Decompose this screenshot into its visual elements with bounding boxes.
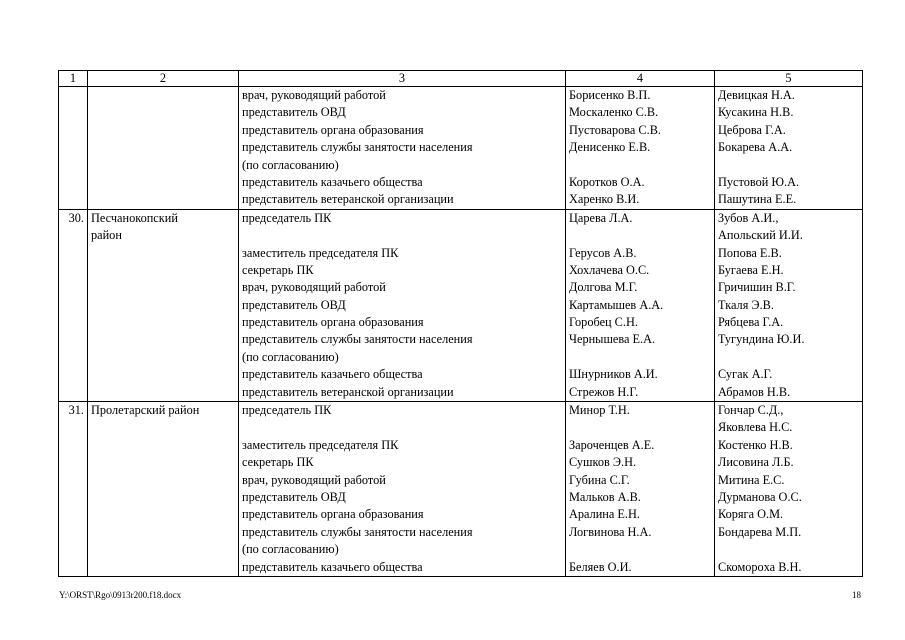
role-line: представитель ОВД — [242, 105, 346, 120]
header-col-5: 5 — [715, 71, 863, 87]
member-line — [569, 541, 714, 558]
reserve-line: Апольский И.И. — [718, 228, 803, 243]
reserve-line — [718, 541, 862, 558]
header-col-4: 4 — [566, 71, 715, 87]
role-line: врач, руководящий работой — [242, 280, 386, 295]
role-line: представитель службы занятости населения — [242, 524, 473, 539]
role-line: заместитель председателя ПК — [242, 437, 399, 452]
reserve-line: Бондарева М.П. — [718, 524, 802, 539]
reserve-line: Лисовина Л.Б. — [718, 455, 794, 470]
reserve-line: Цеброва Г.А. — [718, 122, 786, 137]
member-line: Стрежов Н.Г. — [569, 384, 639, 399]
reserves-cell — [715, 87, 863, 210]
reserve-line: Гончар С.Д., — [718, 403, 784, 418]
role-line: представитель казачьего общества — [242, 559, 423, 574]
role-line: секретарь ПК — [242, 455, 314, 470]
reserve-line: Тугундина Ю.И. — [718, 332, 805, 347]
reserve-line — [718, 349, 862, 366]
district-cell — [88, 402, 239, 577]
role-line: представитель ветеранской организации — [242, 192, 454, 207]
member-line — [569, 419, 714, 436]
member-line: Коротков О.А. — [569, 174, 645, 189]
role-line — [242, 227, 565, 244]
reserve-line: Сугак А.Г. — [718, 367, 773, 382]
role-line: представитель ветеранской организации — [242, 384, 454, 399]
header-col-1: 1 — [59, 71, 88, 87]
member-line: Мальков А.В. — [569, 489, 641, 504]
reserve-line: Зубов А.И., — [718, 210, 779, 225]
role-line: (по согласованию) — [242, 157, 339, 172]
row-number: 30. — [59, 209, 88, 401]
district-line: район — [91, 228, 122, 243]
roles-cell — [239, 87, 566, 210]
header-row — [59, 71, 863, 87]
reserve-line: Яковлева Н.С. — [718, 420, 793, 435]
member-line — [569, 227, 714, 244]
reserves-cell — [715, 402, 863, 577]
reserve-line: Дурманова О.С. — [718, 489, 802, 504]
member-line: Герусов А.В. — [569, 245, 637, 260]
member-line: Москаленко С.В. — [569, 105, 659, 120]
reserve-line: Девицкая Н.А. — [718, 88, 795, 102]
role-line: секретарь ПК — [242, 262, 314, 277]
reserves-cell — [715, 209, 863, 401]
reserve-line: Гричишин В.Г. — [718, 280, 796, 295]
reserve-line: Ткаля Э.В. — [718, 297, 774, 312]
member-line: Беляев О.И. — [569, 559, 632, 574]
member-line: Минор Т.Н. — [569, 403, 630, 418]
commissions-table — [58, 70, 863, 577]
member-line: Денисенко Е.В. — [569, 140, 651, 155]
member-line: Хохлачева О.С. — [569, 262, 650, 277]
members-cell — [566, 402, 715, 577]
role-line: представитель органа образования — [242, 315, 424, 330]
role-line: представитель ОВД — [242, 489, 346, 504]
row-number — [59, 87, 88, 210]
member-line: Пустоварова С.В. — [569, 122, 661, 137]
member-line: Логвинова Н.А. — [569, 524, 652, 539]
role-line: (по согласованию) — [242, 542, 339, 557]
member-line: Губина С.Г. — [569, 472, 630, 487]
role-line: представитель службы занятости населения — [242, 140, 473, 155]
row-number: 31. — [59, 402, 88, 577]
role-line: врач, руководящий работой — [242, 472, 386, 487]
reserve-line: Абрамов Н.В. — [718, 384, 791, 399]
table-row — [59, 87, 863, 210]
members-cell — [566, 87, 715, 210]
role-line: заместитель председателя ПК — [242, 245, 399, 260]
role-line — [242, 419, 565, 436]
district-line: Пролетарский район — [91, 403, 200, 418]
page-number: 18 — [852, 590, 861, 600]
roles-cell — [239, 402, 566, 577]
district-cell — [88, 209, 239, 401]
district-line: Песчанокопский — [91, 210, 178, 225]
member-line: Картамышев А.А. — [569, 297, 664, 312]
reserve-line: Кусакина Н.В. — [718, 105, 794, 120]
role-line: председатель ПК — [242, 403, 332, 418]
header-col-2: 2 — [88, 71, 239, 87]
role-line: представитель ОВД — [242, 297, 346, 312]
member-line: Сушков Э.Н. — [569, 455, 637, 470]
member-line: Аралина Е.Н. — [569, 507, 640, 522]
table-row — [59, 209, 863, 401]
header-col-3: 3 — [239, 71, 566, 87]
member-line: Шнурников А.И. — [569, 367, 658, 382]
role-line: представитель казачьего общества — [242, 174, 423, 189]
member-line: Царева Л.А. — [569, 210, 633, 225]
reserve-line: Рябцева Г.А. — [718, 315, 784, 330]
reserve-line: Пашутина Е.Е. — [718, 192, 797, 207]
members-cell — [566, 209, 715, 401]
reserve-line: Бугаева Е.Н. — [718, 262, 784, 277]
role-line: врач, руководящий работой — [242, 88, 386, 102]
table-row — [59, 402, 863, 577]
reserve-line: Скоморoха В.Н. — [718, 559, 802, 574]
member-line — [569, 157, 714, 174]
role-line: представитель органа образования — [242, 122, 424, 137]
reserve-line: Костенко Н.В. — [718, 437, 793, 452]
reserve-line: Бокарева А.А. — [718, 140, 793, 155]
member-line: Горобец С.Н. — [569, 315, 638, 330]
member-line: Чернышева Е.А. — [569, 332, 656, 347]
reserve-line: Попова Е.В. — [718, 245, 782, 260]
reserve-line: Коряга О.М. — [718, 507, 784, 522]
role-line: председатель ПК — [242, 210, 332, 225]
member-line: Борисенко В.П. — [569, 88, 651, 102]
role-line: представитель органа образования — [242, 507, 424, 522]
member-line: Долгова М.Г. — [569, 280, 638, 295]
file-path: Y:\ORST\Rgo\0913r200.f18.docx — [59, 590, 182, 600]
member-line: Зароченцев А.Е. — [569, 437, 655, 452]
reserve-line: Митина Е.С. — [718, 472, 785, 487]
reserve-line — [718, 157, 862, 174]
role-line: (по согласованию) — [242, 349, 339, 364]
member-line — [569, 349, 714, 366]
member-line: Харенко В.И. — [569, 192, 640, 207]
role-line: представитель казачьего общества — [242, 367, 423, 382]
role-line: представитель службы занятости населения — [242, 332, 473, 347]
reserve-line: Пустовой Ю.А. — [718, 174, 800, 189]
district-cell — [88, 87, 239, 210]
roles-cell — [239, 209, 566, 401]
